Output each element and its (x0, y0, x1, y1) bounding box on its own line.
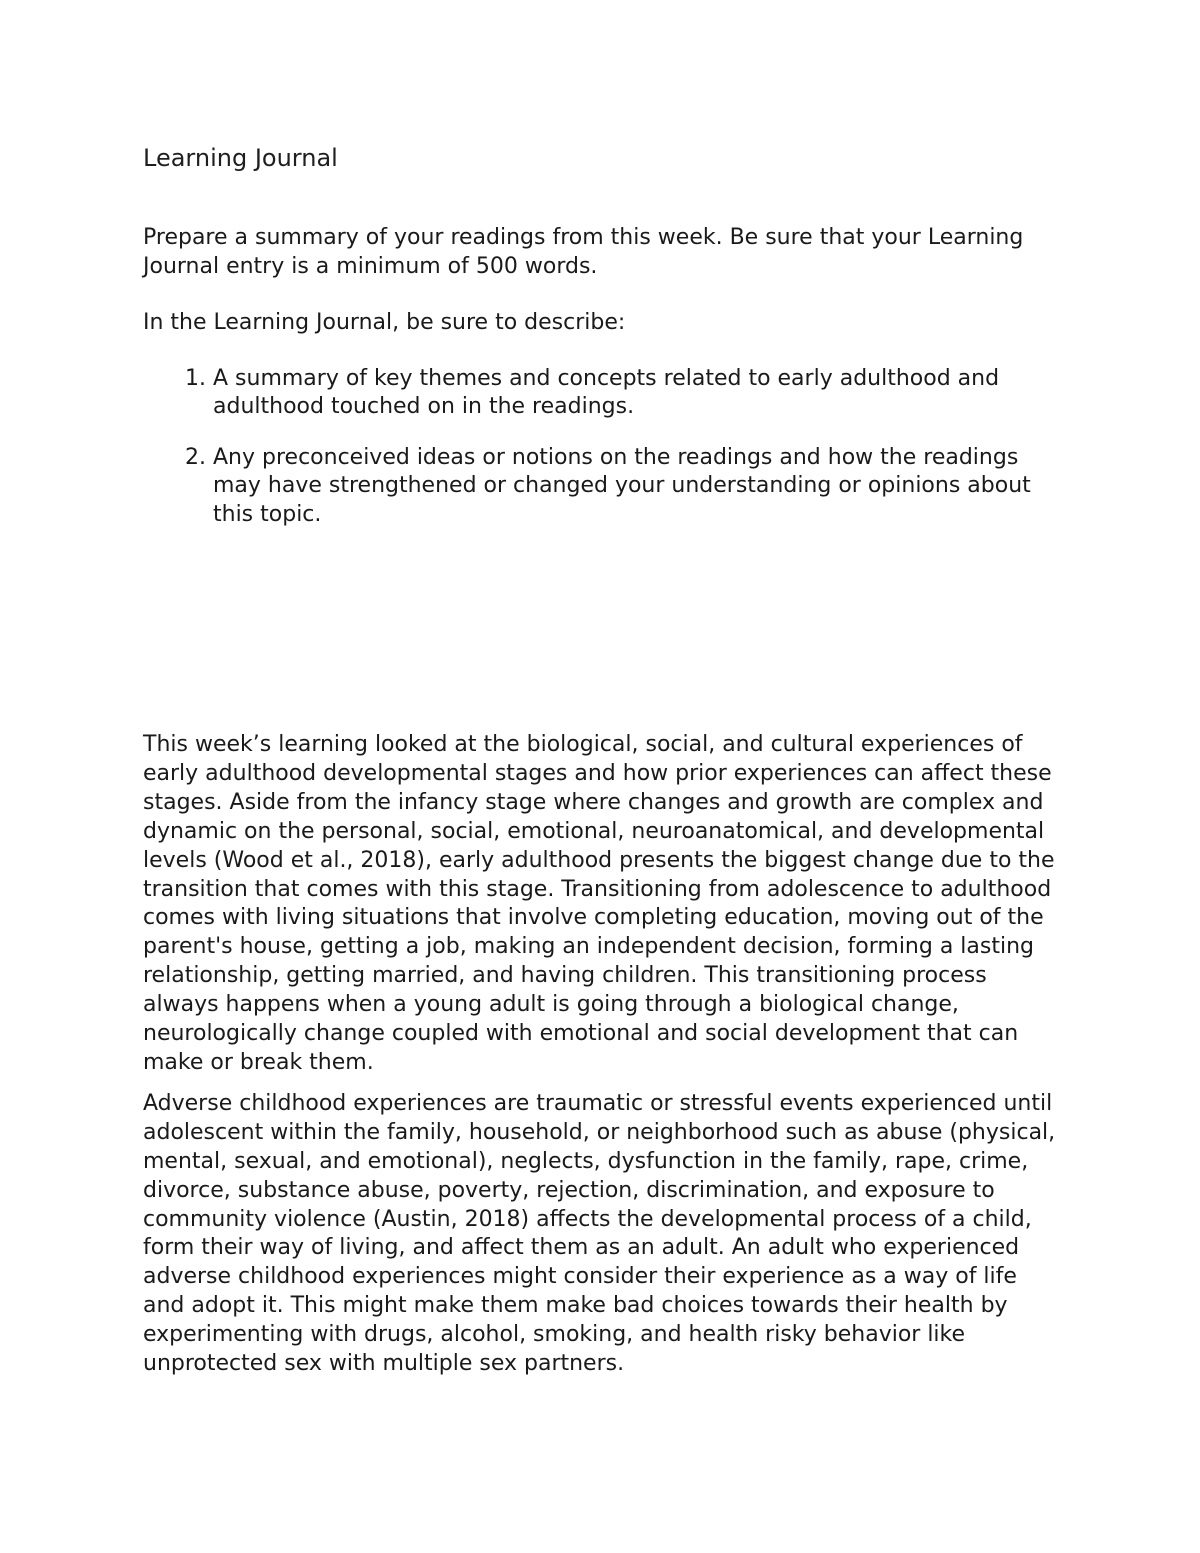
prompt-list-item: 2. Any preconceived ideas or notions on the readings and how the readings may have strengthened or changed your understanding or opinions about this topic. (213, 444, 1063, 530)
instructions-section (143, 140, 1063, 551)
essay-paragraph: This week’s learning looked at the biological, social, and cultural experiences of early adulthood developmental stages and how prior experiences can affect these stages. Aside from the infancy stage where changes and growth are complex and dynamic on the personal, social, emotional, neuroanatomical, and developmental levels (Wood et al., 2018), early adulthood presents the biggest change due to the transition that comes with this stage. Transitioning from adolescence to adulthood comes with living situations that involve completing education, moving out of the parent's house, getting a job, making an independent decision, forming a lasting relationship, getting married, and having children. This transitioning process always happens when a young adult is going through a biological change, neurologically change coupled with emotional and social development that can make or break them. (143, 732, 1055, 1075)
instructions-lead-in: In the Learning Journal, be sure to describe: (143, 310, 626, 335)
prompt-list (143, 365, 1063, 530)
essay-paragraph: Adverse childhood experiences are traumatic or stressful events experienced until adolescent within the family, household, or neighborhood such as abuse (physical, mental, sexual, and emotional), neglects, dysfunction in the family, rape, crime, divorce, substance abuse, poverty, rejection, discrimination, and exposure to community violence (Austin, 2018) affects the developmental process of a child, form their way of living, and affect them as an adult. An adult who experienced adverse childhood experiences might consider their experience as a way of life and adopt it. This might make them make bad choices towards their health by experimenting with drugs, alcohol, smoking, and health risky behavior like unprotected sex with multiple sex partners. (143, 1090, 1056, 1377)
page-title: Learning Journal (143, 144, 338, 172)
prompt-list-item: 1. A summary of key themes and concepts related to early adulthood and adulthood touched on in the readings. (213, 365, 1063, 422)
journal-entry (143, 731, 1063, 1391)
instructions-paragraph: Prepare a summary of your readings from this week. Be sure that your Learning Journal entry is a minimum of 500 words. (143, 225, 1024, 279)
